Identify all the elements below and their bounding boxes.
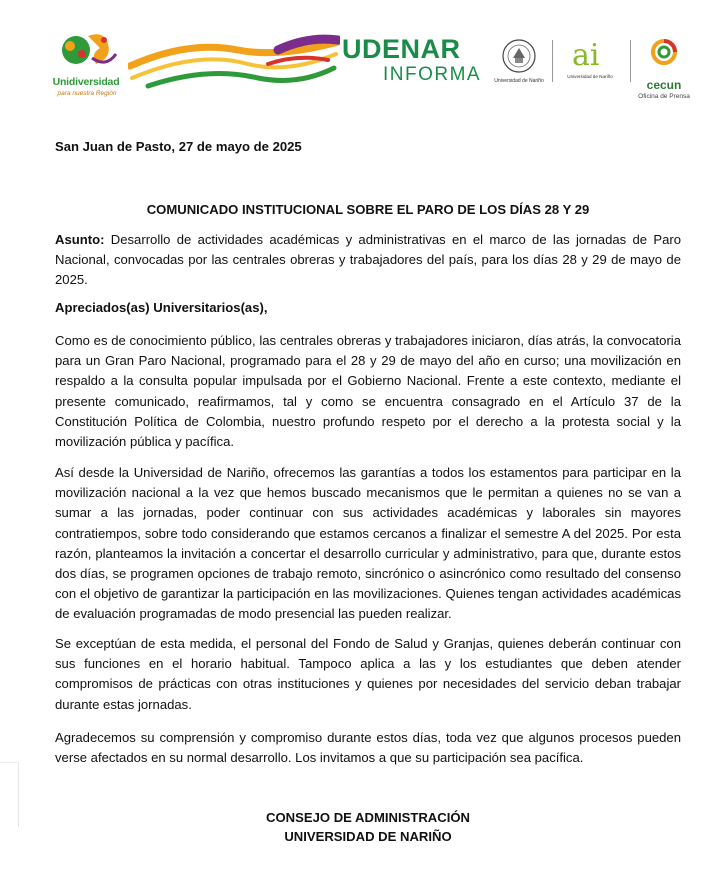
paragraph-3: Se exceptúan de esta medida, el personal del Fondo de Salud y Granjas, quienes deberán continuar con sus funciones en el horario habitual. Tampoco aplica a las y los estudiantes que deben atender compromisos de prácticas con otras instituciones y quienes por necesidades del servicio deban trabajar durante estas jornadas. (55, 636, 681, 712)
page-edge-mark (0, 762, 19, 827)
subject-text: Desarrollo de actividades académicas y administrativas en el marco de las jornadas de Paro Nacional, convocadas por las centrales obreras y trabajadores del país, para los días 28 y 29 de mayo de 2025. (55, 232, 681, 288)
cecun-logo-icon (638, 38, 690, 78)
signature-line-2: UNIVERSIDAD DE NARIÑO (284, 829, 452, 844)
subject-label: Asunto: (55, 232, 105, 247)
udenar-title: UDENAR (342, 34, 461, 64)
cecun-name: cecun (646, 78, 682, 92)
header-divider (630, 40, 631, 82)
signature-line-1: CONSEJO DE ADMINISTRACIÓN (266, 810, 470, 825)
paragraph-2: Así desde la Universidad de Nariño, ofrecemos las garantías a todos los estamentos para participar en la movilización nacional a la vez que hemos buscado mecanismos que le permitan a quienes no se van a sumar a las jornadas, poder continuar con sus actividades académicas y laborales sin mayores contratiempos, sobre todo considerando que estamos cercanos a finalizar el semestre A del 2025. Por esta razón, planteamos la invitación a concertar el desarrollo curricular y administrativo, para que, durante estos dos días, se programen opciones de trabajo remoto, sincrónico o asincrónico como resultado del consenso con el objetivo de garantizar la participación en las movilizaciones. Quienes tengan actividades académicas de evaluación programadas de modo presencial las pueden realizar. (55, 465, 681, 622)
cecun-subtitle: Oficina de Prensa (638, 93, 690, 100)
waves-logo-icon (128, 20, 340, 100)
ai-logo-icon: ai (572, 38, 600, 73)
paragraph-1: Como es de conocimiento público, las centrales obreras y trabajadores iniciaron, días atrás, la convocatoria para un Gran Paro Nacional, programado para el 28 y 29 de mayo del año en curso; una movilización en respaldo a la consulta popular impulsada por el Gobierno Nacional. Frente a este contexto, mediante el presente comunicado, reafirmamos, tal y como se encuentra consagrado en el Artículo 37 de la Constitución Política de Colombia, nuestro profundo respeto por el derecho a la protesta social y la movilización pública y pacífica. (55, 333, 681, 450)
header-divider (552, 40, 553, 82)
place-date: San Juan de Pasto, 27 de mayo de 2025 (55, 139, 302, 154)
ai-logo (556, 38, 624, 98)
document-title: COMUNICADO INSTITUCIONAL SOBRE EL PARO DE LOS DÍAS 28 Y 29 (146, 202, 590, 217)
paragraph-4: Agradecemos su comprensión y compromiso durante estos días, toda vez que algunos procesos pueden verse afectados en su normal desarrollo. Los invitamos a que su participación sea pacífica. (55, 730, 681, 766)
university-seal-icon (491, 38, 547, 78)
unidiversidad-logo (46, 28, 126, 100)
letterhead (0, 20, 725, 100)
cecun-logo (638, 38, 690, 98)
subject (55, 230, 681, 291)
seal-caption: Universidad de Nariño (494, 78, 544, 84)
informa-title: INFORMA (383, 64, 482, 85)
university-seal (491, 38, 547, 98)
unidiversidad-logo-icon (46, 28, 126, 78)
greeting: Apreciados(as) Universitarios(as), (55, 300, 268, 315)
ai-caption: Universidad de Nariño (567, 74, 613, 79)
unidiversidad-tagline: para nuestra Región (57, 90, 117, 97)
unidiversidad-logo-text: Unidiversidad (52, 76, 120, 88)
